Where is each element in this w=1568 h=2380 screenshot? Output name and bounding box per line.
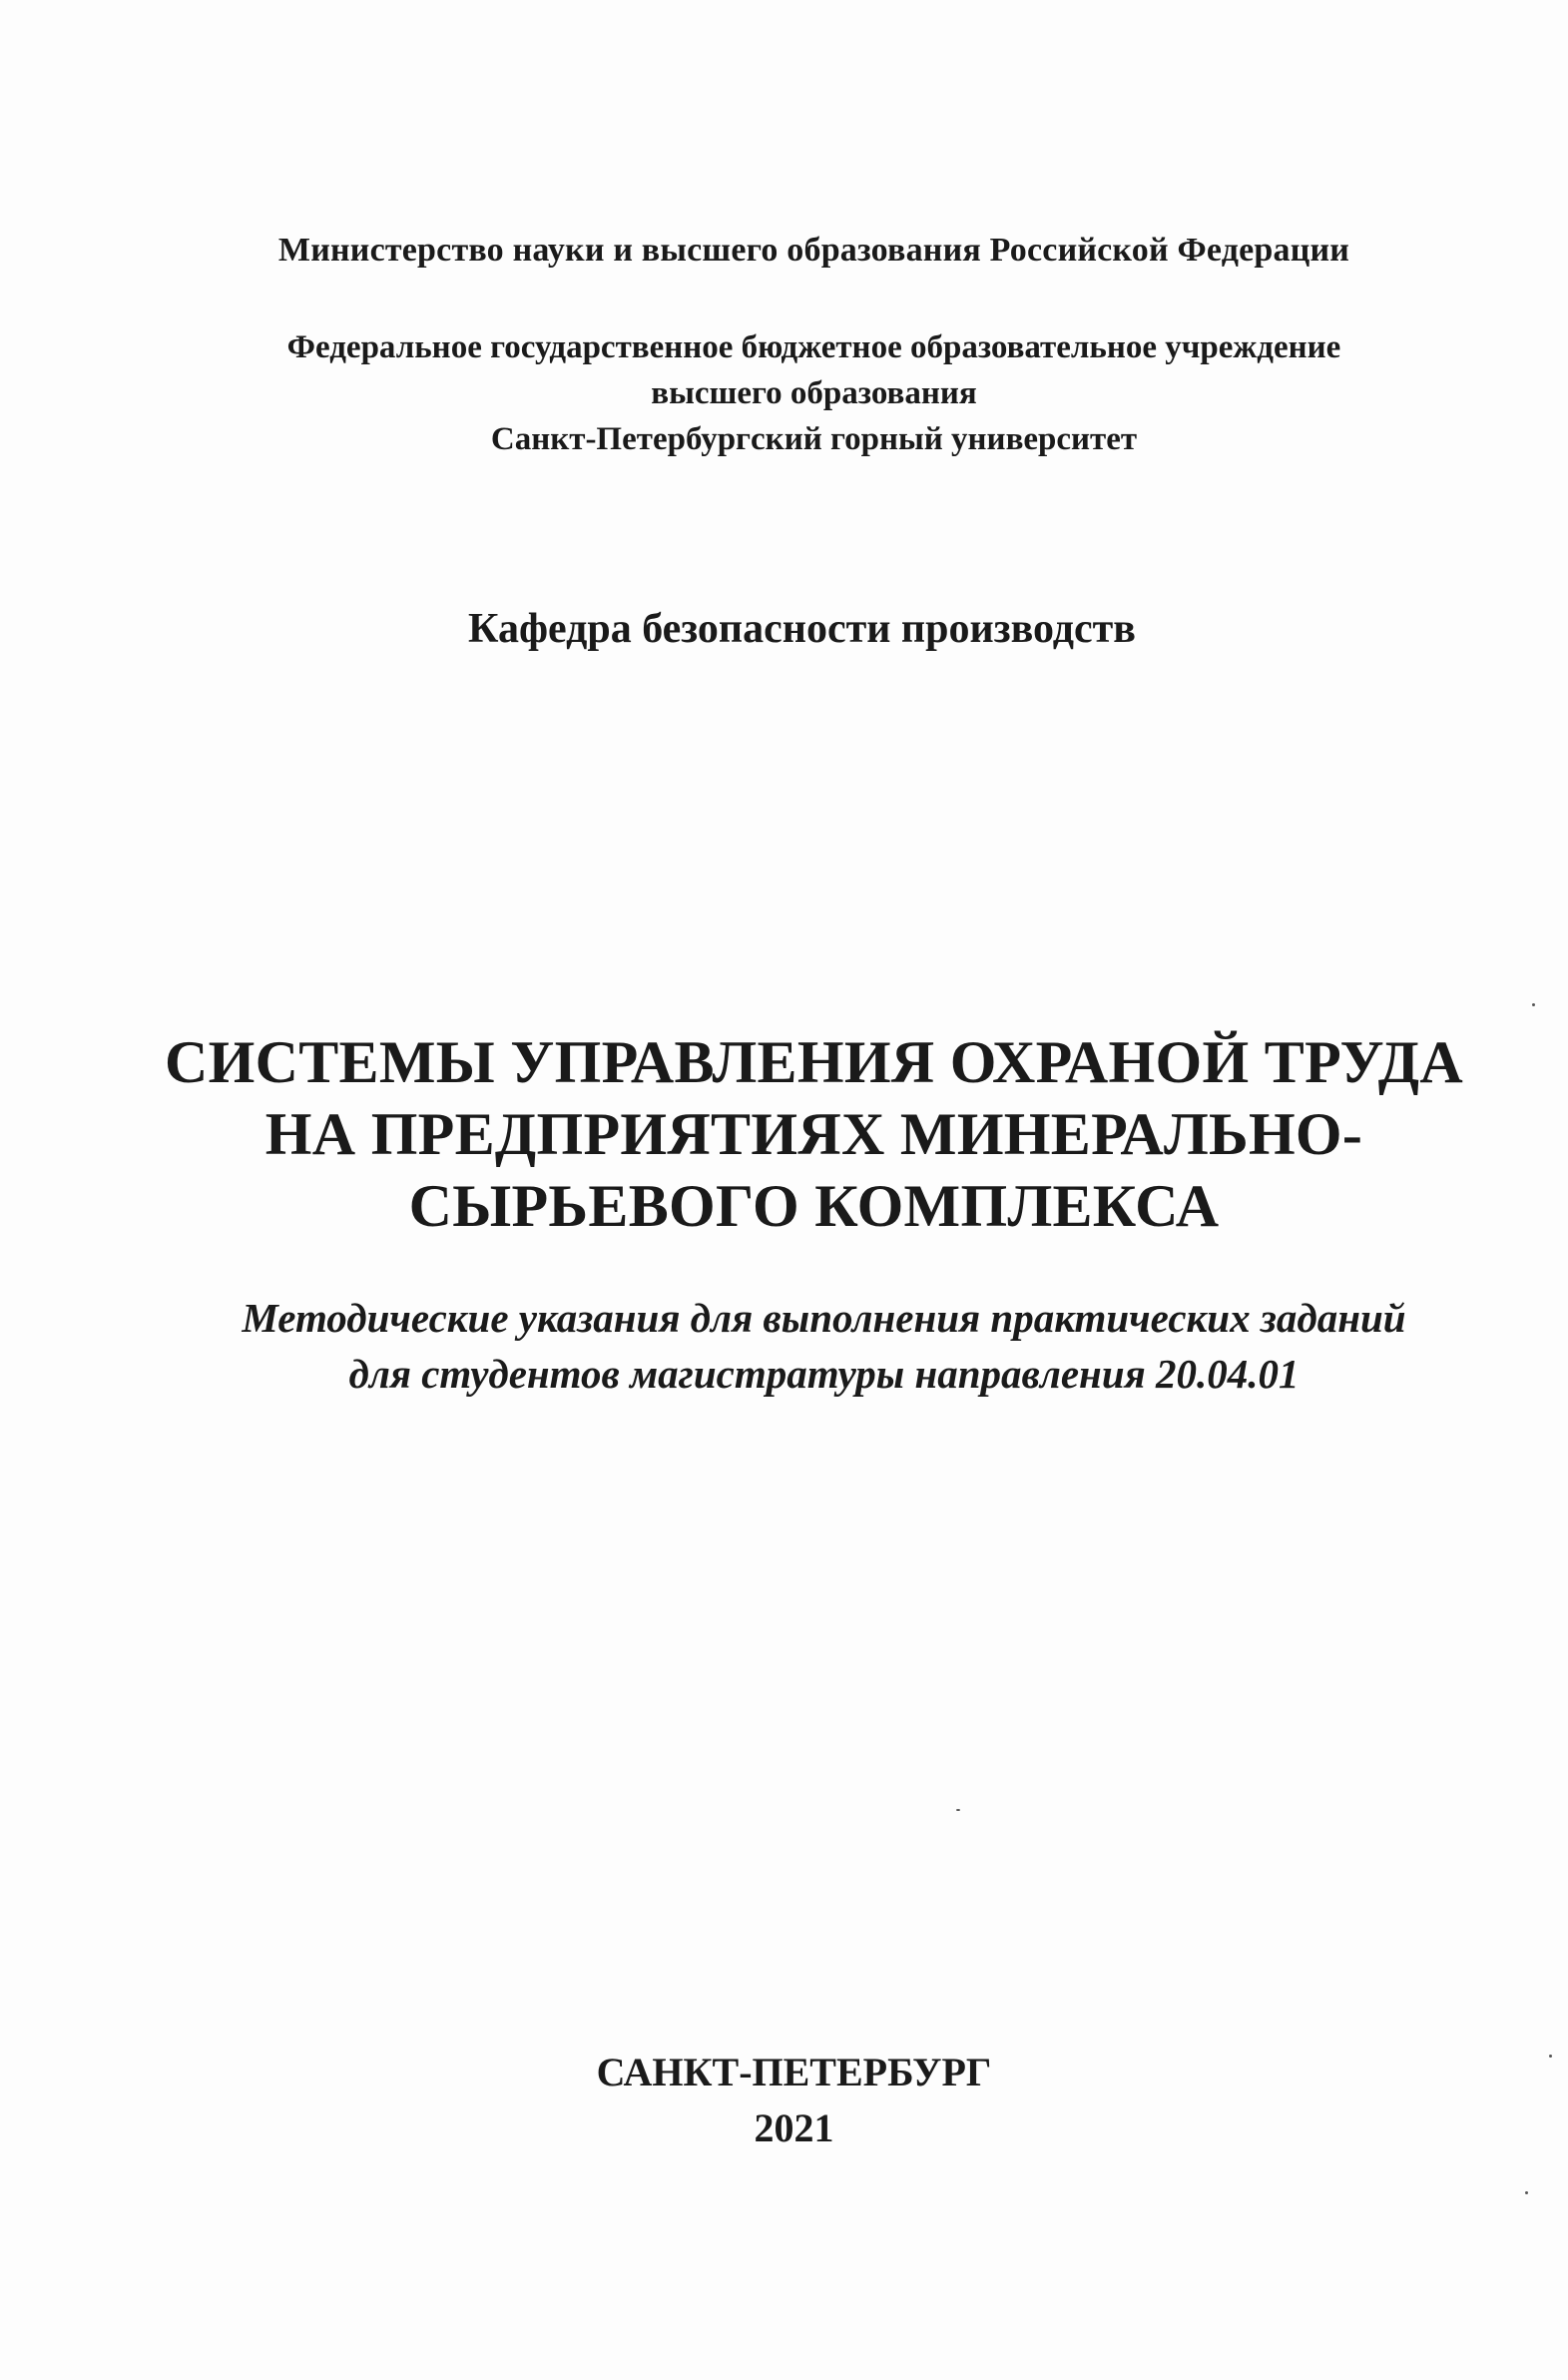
document-subtitle [40,1290,1568,1402]
institution-line: Федеральное государственное бюджетное образовательное учреждение [286,329,1341,365]
title-line: НА ПРЕДПРИЯТИЯХ МИНЕРАЛЬНО- [264,1101,1363,1167]
publication-place [10,2045,1568,2156]
institution-name [30,324,1568,462]
document-title [30,1026,1568,1242]
department-name: Кафедра безопасности производств [468,606,1136,652]
publication-year: 2021 [754,2105,834,2150]
subtitle-line: для студентов магистратуры направления 20.04.01 [348,1351,1300,1397]
title-line: СИСТЕМЫ УПРАВЛЕНИЯ ОХРАНОЙ ТРУДА [164,1029,1464,1095]
scan-speck [1525,2191,1528,2194]
city-name: САНКТ-ПЕТЕРБУРГ [596,2050,992,2094]
subtitle-line: Методические указания для выполнения практических заданий [242,1295,1406,1341]
scan-speck [1532,1003,1535,1006]
institution-line: Санкт-Петербургский горный университет [490,421,1138,457]
title-line: СЫРЬЕВОГО КОМПЛЕКСА [408,1173,1220,1239]
ministry-name: Министерство науки и высшего образования Российской Федерации [277,232,1350,269]
institution-line: высшего образования [651,375,977,411]
scan-speck [1549,2055,1552,2058]
scan-speck [956,1809,960,1811]
